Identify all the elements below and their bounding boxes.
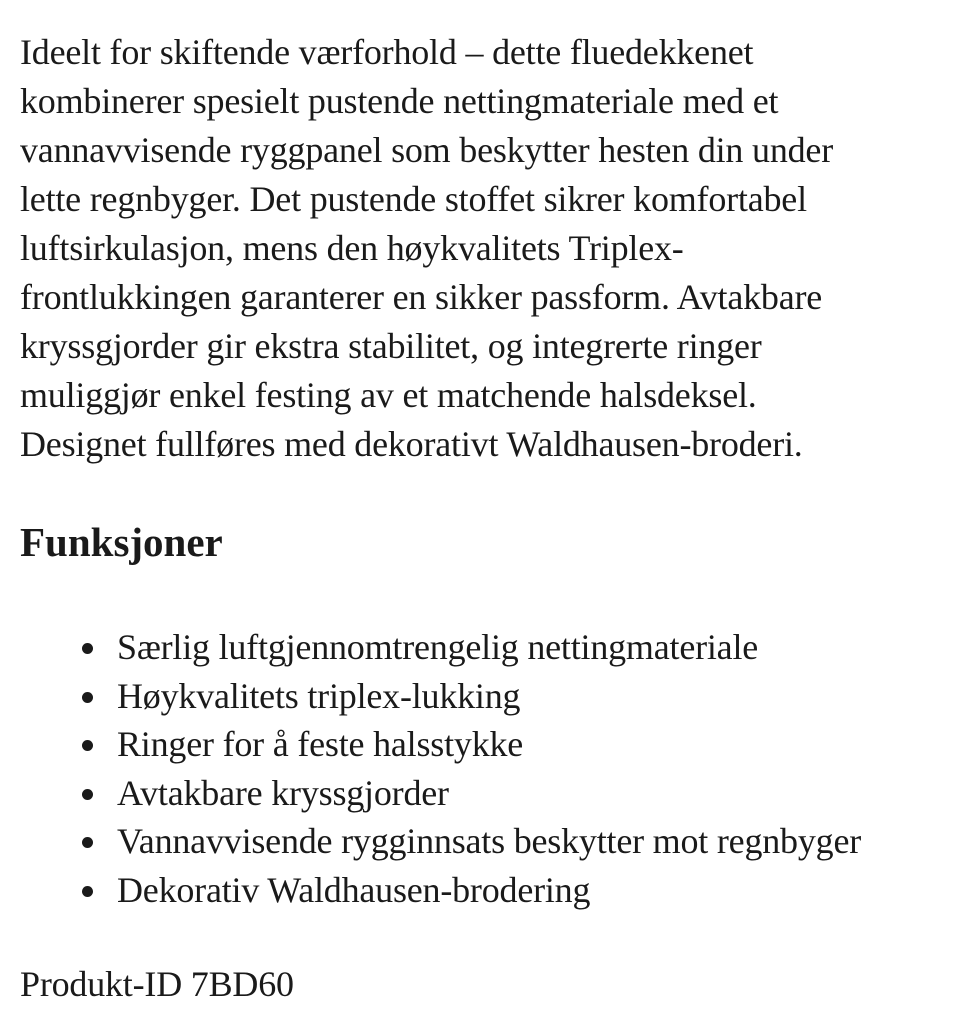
feature-text: Vannavvisende rygginnsats beskytter mot regnbyger <box>117 821 862 862</box>
product-id: Produkt-ID 7BD60 <box>20 963 294 1004</box>
bullet-icon <box>82 692 93 703</box>
description-line: Ideelt for skiftende værforhold – dette fluedekkenet <box>20 32 754 72</box>
description-line: luftsirkulasjon, mens den høykvalitets Triplex- <box>20 228 684 268</box>
description-line: muliggjør enkel festing av et matchende halsdeksel. <box>20 375 757 415</box>
feature-text: Avtakbare kryssgjorder <box>117 772 449 813</box>
feature-item <box>20 866 940 915</box>
feature-item <box>20 817 940 866</box>
description-line: vannavvisende ryggpanel som beskytter hesten din under <box>20 130 833 170</box>
bullet-icon <box>82 789 93 800</box>
feature-item <box>20 623 940 672</box>
feature-text: Dekorativ Waldhausen-brodering <box>117 869 591 910</box>
bullet-icon <box>82 837 93 848</box>
description-line: frontlukkingen garanterer en sikker passform. Avtakbare <box>20 277 823 317</box>
bullet-icon <box>82 886 93 897</box>
feature-text: Særlig luftgjennomtrengelig nettingmateriale <box>117 627 759 667</box>
feature-item <box>20 720 940 769</box>
features-list <box>20 623 940 915</box>
description-line: kombinerer spesielt pustende nettingmateriale med et <box>20 81 779 121</box>
features-heading: Funksjoner <box>20 519 223 565</box>
feature-text: Ringer for å feste halsstykke <box>117 724 524 765</box>
feature-text: Høykvalitets triplex-lukking <box>117 675 521 716</box>
bullet-icon <box>82 740 93 751</box>
description-line: lette regnbyger. Det pustende stoffet sikrer komfortabel <box>20 179 807 219</box>
description-line: kryssgjorder gir ekstra stabilitet, og integrerte ringer <box>20 326 762 366</box>
bullet-icon <box>82 643 93 654</box>
feature-item <box>20 769 940 818</box>
product-description <box>20 28 940 469</box>
feature-item <box>20 672 940 721</box>
description-line: Designet fullføres med dekorativt Waldhausen-broderi. <box>20 424 803 464</box>
